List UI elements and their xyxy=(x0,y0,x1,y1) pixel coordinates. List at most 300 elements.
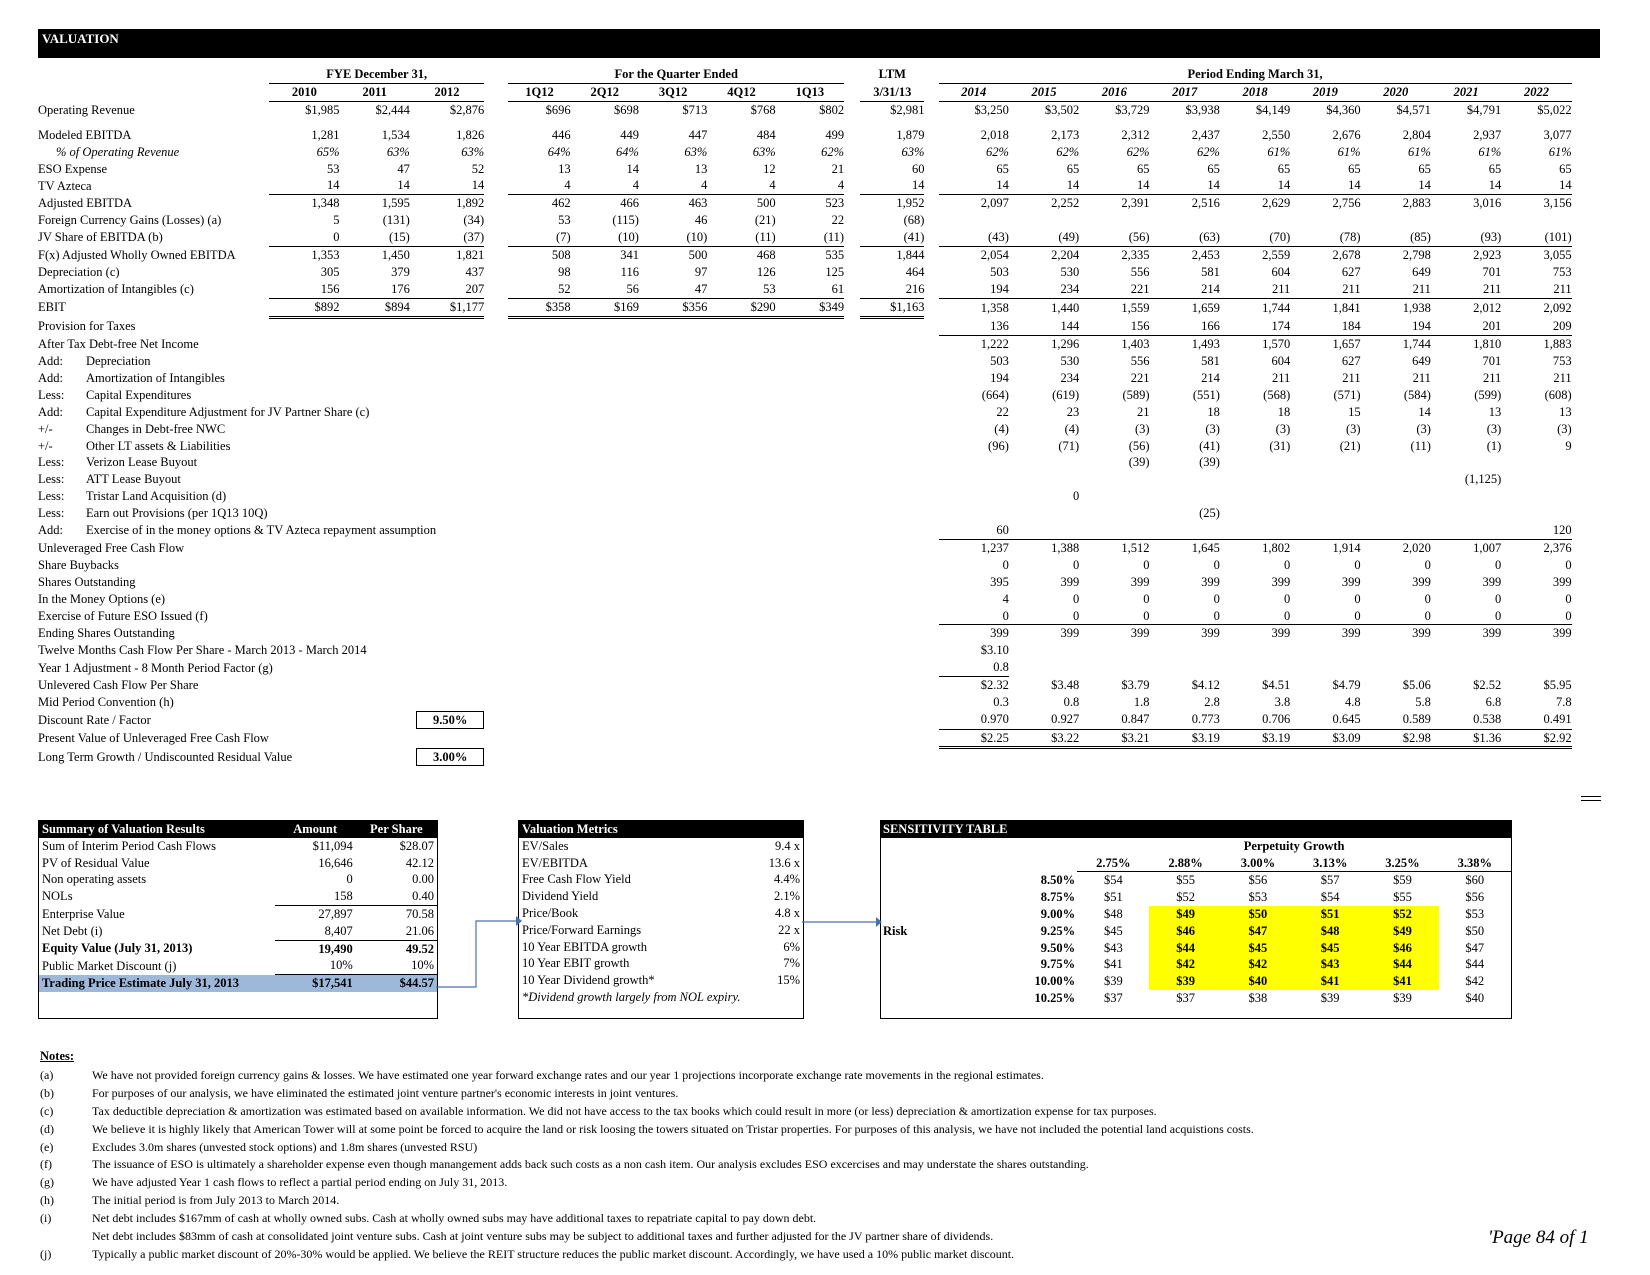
proj-cell: $4,571 xyxy=(1396,102,1431,117)
gap-cell xyxy=(1572,212,1602,229)
gap-cell xyxy=(1572,642,1602,659)
proj-cell: 65 xyxy=(1348,161,1361,176)
proj-cell: $4,360 xyxy=(1326,102,1361,117)
proj-cell: 14 xyxy=(1361,177,1431,194)
proj-cell xyxy=(1501,212,1571,229)
gap-cell xyxy=(924,212,938,229)
hist-cell xyxy=(340,353,410,370)
proj-cell: (49) xyxy=(1009,229,1079,246)
hist-cell xyxy=(410,625,484,642)
table-row xyxy=(38,404,1602,421)
sensitivity-value: $44 xyxy=(1149,940,1221,957)
proj-cell: (25) xyxy=(1199,506,1220,521)
proj-cell: 395 xyxy=(990,574,1009,589)
sens-blank xyxy=(881,973,995,990)
quarter-cell: $696 xyxy=(545,102,571,117)
header-quarter-label: 1Q12 xyxy=(508,83,570,101)
quarter-cell xyxy=(571,694,639,711)
quarter-cell: 500 xyxy=(688,248,708,263)
proj-cell: 4.8 xyxy=(1344,695,1361,710)
proj-cell: 184 xyxy=(1290,317,1360,335)
quarter-cell: 14 xyxy=(626,161,639,176)
proj-cell: 0.589 xyxy=(1361,711,1431,729)
growth-rate-header: 3.13% xyxy=(1294,855,1366,872)
ltm-cell xyxy=(860,421,924,438)
sensitivity-row xyxy=(881,973,1511,990)
proj-cell: (96) xyxy=(988,438,1009,453)
sens-blank xyxy=(881,889,995,906)
gap-cell xyxy=(924,387,938,404)
gap-cell xyxy=(924,748,938,766)
proj-cell: 2,883 xyxy=(1402,196,1431,211)
summary-per-share: 70.58 xyxy=(405,906,434,921)
quarter-cell: 341 xyxy=(620,248,639,263)
proj-cell: 23 xyxy=(1066,404,1080,419)
quarter-cell xyxy=(707,421,775,438)
quarter-cell xyxy=(707,748,775,766)
summary-row xyxy=(39,888,437,905)
table-row xyxy=(38,247,1602,264)
row-label xyxy=(38,488,269,505)
gap-cell xyxy=(1572,387,1602,404)
summary-row xyxy=(39,975,437,992)
sensitivity-value: $44 xyxy=(1465,957,1485,972)
proj-cell xyxy=(1501,488,1571,505)
proj-cell: (11) xyxy=(1410,438,1431,453)
quarter-cell xyxy=(571,625,639,642)
quarter-cell xyxy=(707,370,775,387)
metric-value: 15% xyxy=(777,973,800,988)
proj-cell xyxy=(1431,454,1501,471)
quarter-cell xyxy=(707,677,775,694)
row-label-text: Discount Rate / Factor xyxy=(38,712,151,727)
proj-cell xyxy=(1150,471,1220,488)
hist-cell: 305 xyxy=(320,264,340,279)
sensitivity-value: $38 xyxy=(1248,990,1268,1005)
hist-cell xyxy=(269,659,339,676)
proj-cell: (31) xyxy=(1269,438,1291,453)
proj-cell xyxy=(1361,642,1431,659)
proj-cell: 65 xyxy=(996,161,1009,176)
proj-cell xyxy=(1501,748,1571,766)
proj-cell: 14 xyxy=(1501,177,1571,194)
proj-cell: 2,173 xyxy=(1051,127,1080,142)
row-label xyxy=(38,298,269,317)
proj-cell: 1,440 xyxy=(1051,300,1080,315)
note-key: (c) xyxy=(40,1103,54,1118)
gap-cell xyxy=(844,454,860,471)
ltm-cell: $1,163 xyxy=(860,298,924,317)
hist-cell xyxy=(269,557,339,574)
quarter-cell xyxy=(639,642,707,659)
proj-cell: 1,559 xyxy=(1121,300,1150,315)
proj-cell: 1,810 xyxy=(1473,337,1502,352)
sensitivity-row xyxy=(881,872,1511,889)
hist-cell xyxy=(340,574,410,591)
gap-cell xyxy=(484,505,508,522)
sensitivity-value: $42 xyxy=(1149,956,1221,973)
hist-cell xyxy=(269,438,339,455)
quarter-cell xyxy=(639,591,707,608)
sensitivity-value: $39 xyxy=(1393,990,1412,1005)
gap-cell xyxy=(924,353,938,370)
note-item xyxy=(40,1067,1254,1085)
table-row xyxy=(38,229,1602,246)
proj-cell: 0 xyxy=(1143,557,1150,572)
header-blank xyxy=(38,66,269,83)
gap-cell xyxy=(844,281,860,298)
ltm-cell xyxy=(860,505,924,522)
gap-cell xyxy=(484,212,508,229)
row-label xyxy=(38,694,269,711)
quarter-cell xyxy=(776,353,844,370)
sensitivity-value: $53 xyxy=(1465,906,1485,921)
hist-cell xyxy=(410,404,484,421)
quarter-cell xyxy=(508,505,570,522)
sensitivity-row xyxy=(881,923,1511,940)
hist-cell xyxy=(410,387,484,404)
proj-cell: $4,791 xyxy=(1466,102,1502,117)
proj-cell xyxy=(1150,642,1220,659)
quarter-cell xyxy=(571,711,639,729)
hist-cell: 176 xyxy=(340,281,410,298)
proj-cell: 1,744 xyxy=(1402,337,1431,352)
proj-cell: 1,237 xyxy=(980,540,1009,555)
proj-cell: 2,937 xyxy=(1473,127,1502,142)
proj-cell: 2,756 xyxy=(1332,196,1361,211)
quarter-cell xyxy=(707,471,775,488)
proj-cell: (3) xyxy=(1486,421,1502,436)
gap-cell xyxy=(844,659,860,676)
ltm-cell xyxy=(860,404,924,421)
quarter-cell xyxy=(639,471,707,488)
gap-cell xyxy=(484,317,508,335)
metrics-row xyxy=(519,838,803,855)
table-row xyxy=(38,748,1602,766)
quarter-cell xyxy=(707,336,775,353)
row-label xyxy=(38,557,269,574)
hist-cell: 1,892 xyxy=(456,196,485,211)
quarter-cell xyxy=(707,404,775,421)
proj-cell: 399 xyxy=(1482,626,1502,641)
hist-cell xyxy=(410,574,484,591)
row-label-text: In the Money Options (e) xyxy=(38,591,166,606)
quarter-cell: 53 xyxy=(707,281,775,298)
row-label xyxy=(38,659,273,676)
ltm-cell: (68) xyxy=(903,213,925,228)
proj-cell: 2,798 xyxy=(1402,248,1431,263)
gap-cell xyxy=(924,404,938,421)
quarter-cell xyxy=(508,557,570,574)
row-label-text: Foreign Currency Gains (Losses) (a) xyxy=(38,213,222,228)
note-key: (a) xyxy=(40,1068,54,1082)
quarter-cell xyxy=(508,471,570,488)
row-label-text: Amortization of Intangibles (c) xyxy=(38,282,194,297)
quarter-cell xyxy=(508,694,570,711)
proj-cell: 627 xyxy=(1341,264,1361,279)
sensitivity-value: $59 xyxy=(1393,873,1412,888)
sensitivity-value: $52 xyxy=(1366,906,1438,923)
row-label-text: F(x) Adjusted Wholly Owned EBITDA xyxy=(38,247,236,262)
summary-label: Non operating assets xyxy=(42,872,147,887)
gap-cell xyxy=(924,195,938,212)
gap-cell xyxy=(924,659,938,676)
proj-cell: 0 xyxy=(1354,591,1361,606)
proj-cell xyxy=(1220,748,1290,766)
metrics-row xyxy=(519,888,803,905)
quarter-cell: $169 xyxy=(571,298,639,317)
proj-cell: 1,007 xyxy=(1473,540,1502,555)
proj-cell xyxy=(1290,642,1360,659)
hist-cell: (131) xyxy=(382,213,410,228)
proj-cell xyxy=(1220,522,1290,539)
row-prefix: Add: xyxy=(38,353,63,368)
hist-cell: 14 xyxy=(269,177,339,194)
proj-cell: 211 xyxy=(1290,281,1360,298)
quarter-cell xyxy=(571,421,639,438)
hist-cell xyxy=(269,694,339,711)
gap-cell xyxy=(844,677,860,694)
proj-cell: 211 xyxy=(1501,281,1571,298)
row-label-text: ATT Lease Buyout xyxy=(86,472,181,487)
proj-cell: $3.22 xyxy=(1009,729,1079,748)
note-text: We have adjusted Year 1 cash flows to reflect a partial period ending on July 31, 2013. xyxy=(92,1175,508,1190)
proj-cell: 399 xyxy=(1412,626,1431,641)
proj-cell: $3,938 xyxy=(1185,102,1220,117)
sensitivity-value: $43 xyxy=(1103,940,1123,955)
proj-cell: (664) xyxy=(981,387,1009,402)
summary-panel xyxy=(38,820,438,1019)
ltm-cell: 14 xyxy=(860,177,924,194)
hist-cell xyxy=(410,694,484,711)
hist-cell: $2,444 xyxy=(375,102,410,117)
note-text: The initial period is from July 2013 to March 2014. xyxy=(92,1193,340,1208)
proj-cell xyxy=(1431,522,1501,539)
hist-cell xyxy=(410,336,484,353)
gap-cell xyxy=(924,608,938,625)
proj-cell: 144 xyxy=(1009,317,1079,335)
row-label xyxy=(38,625,269,642)
quarter-cell xyxy=(571,387,639,404)
hist-cell: $1,985 xyxy=(305,102,340,117)
gap-cell xyxy=(1572,454,1602,471)
gap-cell xyxy=(844,694,860,711)
gap-cell xyxy=(924,471,938,488)
metrics-row xyxy=(519,955,803,972)
table-row xyxy=(38,101,1602,118)
proj-cell xyxy=(1009,642,1079,659)
gap-cell xyxy=(484,336,508,353)
table-row xyxy=(38,264,1602,281)
row-label-text: Capital Expenditures xyxy=(86,387,192,402)
notes-title: Notes: xyxy=(40,1049,75,1063)
proj-cell: 3,055 xyxy=(1543,248,1572,263)
quarter-cell xyxy=(639,711,707,729)
quarter-cell xyxy=(776,748,844,766)
ltm-cell xyxy=(860,336,924,353)
proj-cell: $3.10 xyxy=(980,643,1009,658)
proj-cell: (1,125) xyxy=(1464,472,1502,487)
proj-cell: 0 xyxy=(1283,591,1291,606)
proj-cell xyxy=(1009,454,1079,471)
header-proj-year: 2014 xyxy=(939,83,1009,101)
metric-label: Free Cash Flow Yield xyxy=(522,872,631,887)
proj-cell xyxy=(1431,505,1501,522)
gap-cell xyxy=(484,642,508,659)
row-label xyxy=(38,212,269,229)
gap-cell xyxy=(844,195,860,212)
growth-rate-header: 2.88% xyxy=(1149,855,1221,872)
proj-cell: (85) xyxy=(1361,229,1431,246)
growth-rate-header: 3.25% xyxy=(1366,855,1438,872)
sensitivity-value: $48 xyxy=(1103,906,1123,921)
hist-cell: (15) xyxy=(340,229,410,246)
proj-cell: 2,252 xyxy=(1051,196,1080,211)
proj-cell: 1,802 xyxy=(1262,540,1291,555)
row-label xyxy=(38,404,370,421)
gap-cell xyxy=(924,454,938,471)
gap-cell xyxy=(844,608,860,625)
gap-cell xyxy=(924,505,938,522)
proj-cell: 18 xyxy=(1207,404,1220,419)
hist-cell xyxy=(269,488,339,505)
proj-cell xyxy=(1361,471,1431,488)
gap-cell xyxy=(924,421,938,438)
gap-cell xyxy=(1572,144,1602,161)
proj-cell xyxy=(1431,488,1501,505)
header-group-row xyxy=(38,66,1602,83)
summary-per-share: 21.06 xyxy=(356,923,437,940)
proj-cell: 503 xyxy=(990,264,1009,279)
proj-cell: 2,391 xyxy=(1121,196,1150,211)
table-row xyxy=(38,370,1602,387)
hist-cell: $1,177 xyxy=(410,298,484,317)
gap-cell xyxy=(924,264,938,281)
gap-cell xyxy=(1572,161,1602,178)
proj-cell xyxy=(1501,642,1571,659)
gap-cell xyxy=(1572,471,1602,488)
hist-cell xyxy=(269,387,339,404)
proj-cell: (599) xyxy=(1474,387,1502,402)
quarter-cell xyxy=(707,729,775,748)
quarter-cell: 446 xyxy=(551,127,571,142)
proj-cell: 65 xyxy=(1207,161,1220,176)
quarter-cell: 126 xyxy=(756,264,776,279)
table-row xyxy=(38,659,1602,676)
proj-cell xyxy=(1150,748,1220,766)
proj-cell: 530 xyxy=(1060,264,1080,279)
proj-cell: 399 xyxy=(1412,574,1431,589)
quarter-cell xyxy=(776,591,844,608)
proj-cell: $2.98 xyxy=(1361,729,1431,748)
row-label xyxy=(38,353,269,370)
proj-cell: $3,502 xyxy=(1044,102,1080,117)
sens-blank xyxy=(881,872,995,889)
proj-cell: 399 xyxy=(1552,574,1572,589)
hist-cell xyxy=(340,694,410,711)
hist-cell: 52 xyxy=(471,161,485,176)
ltm-cell xyxy=(860,438,924,455)
row-prefix: Less: xyxy=(38,489,65,504)
sensitivity-value: $49 xyxy=(1366,923,1438,940)
quarter-cell: $356 xyxy=(639,298,707,317)
row-label-text: Capital Expenditure Adjustment for JV Partner Share (c) xyxy=(86,404,370,419)
note-item xyxy=(40,1156,1254,1174)
header-blank xyxy=(38,83,269,101)
row-label-text: Depreciation xyxy=(86,353,151,368)
proj-cell: 399 xyxy=(1060,574,1080,589)
header-gap xyxy=(844,66,860,83)
row-label-text: Adjusted EBITDA xyxy=(38,196,133,211)
quarter-cell xyxy=(508,421,570,438)
quarter-cell: 468 xyxy=(756,248,776,263)
quarter-cell xyxy=(707,557,775,574)
discount-rate-label: 8.75% xyxy=(1040,890,1076,905)
proj-cell xyxy=(1361,505,1431,522)
summary-row xyxy=(39,838,437,855)
proj-cell: 399 xyxy=(1130,626,1150,641)
proj-cell: 399 xyxy=(990,626,1009,641)
summary-amount: 8,407 xyxy=(275,923,356,940)
proj-cell xyxy=(1079,212,1149,229)
proj-cell: (93) xyxy=(1431,229,1501,246)
hist-cell xyxy=(269,608,339,625)
gap-cell xyxy=(1572,488,1602,505)
proj-cell: 65 xyxy=(1066,161,1080,176)
note-key: (i) xyxy=(40,1211,52,1226)
row-label xyxy=(38,127,269,144)
quarter-cell xyxy=(508,438,570,455)
metrics-row xyxy=(519,871,803,888)
table-row xyxy=(38,505,1602,522)
gap-cell xyxy=(844,642,860,659)
spacer-row xyxy=(38,119,1602,127)
proj-cell: 2,312 xyxy=(1121,127,1150,142)
gap-cell xyxy=(1572,353,1602,370)
ltm-cell xyxy=(860,539,924,556)
note-key: (g) xyxy=(40,1175,54,1190)
gap-cell xyxy=(484,101,508,118)
gap-cell xyxy=(844,101,860,118)
proj-cell xyxy=(1290,522,1360,539)
metric-label: EV/EBITDA xyxy=(522,855,588,870)
quarter-cell xyxy=(571,677,639,694)
quarter-cell: 12 xyxy=(763,161,776,176)
hist-cell: 1,353 xyxy=(311,248,340,263)
proj-cell: $4.12 xyxy=(1191,677,1220,692)
proj-cell: $2.52 xyxy=(1473,677,1502,692)
proj-cell: 2,676 xyxy=(1332,127,1361,142)
row-label-text: TV Azteca xyxy=(38,178,92,193)
metric-value: 13.6 x xyxy=(768,855,800,870)
row-prefix: Add: xyxy=(38,370,63,385)
header-quarter-label: 2Q12 xyxy=(571,83,639,101)
proj-cell xyxy=(1009,659,1079,676)
proj-cell: 13 xyxy=(1559,404,1572,419)
discount-rate-label: 10.00% xyxy=(1034,974,1076,989)
quarter-cell: 62% xyxy=(821,144,845,159)
row-label xyxy=(38,505,269,522)
metrics-panel xyxy=(518,820,804,1019)
header-proj-year: 2019 xyxy=(1290,83,1360,101)
proj-cell: 7.8 xyxy=(1556,695,1572,710)
gap-cell xyxy=(1572,438,1602,455)
quarter-cell: $713 xyxy=(682,102,708,117)
hist-cell xyxy=(269,336,339,353)
gap-cell xyxy=(1572,421,1602,438)
quarter-cell xyxy=(639,488,707,505)
gap-cell xyxy=(1572,522,1602,539)
